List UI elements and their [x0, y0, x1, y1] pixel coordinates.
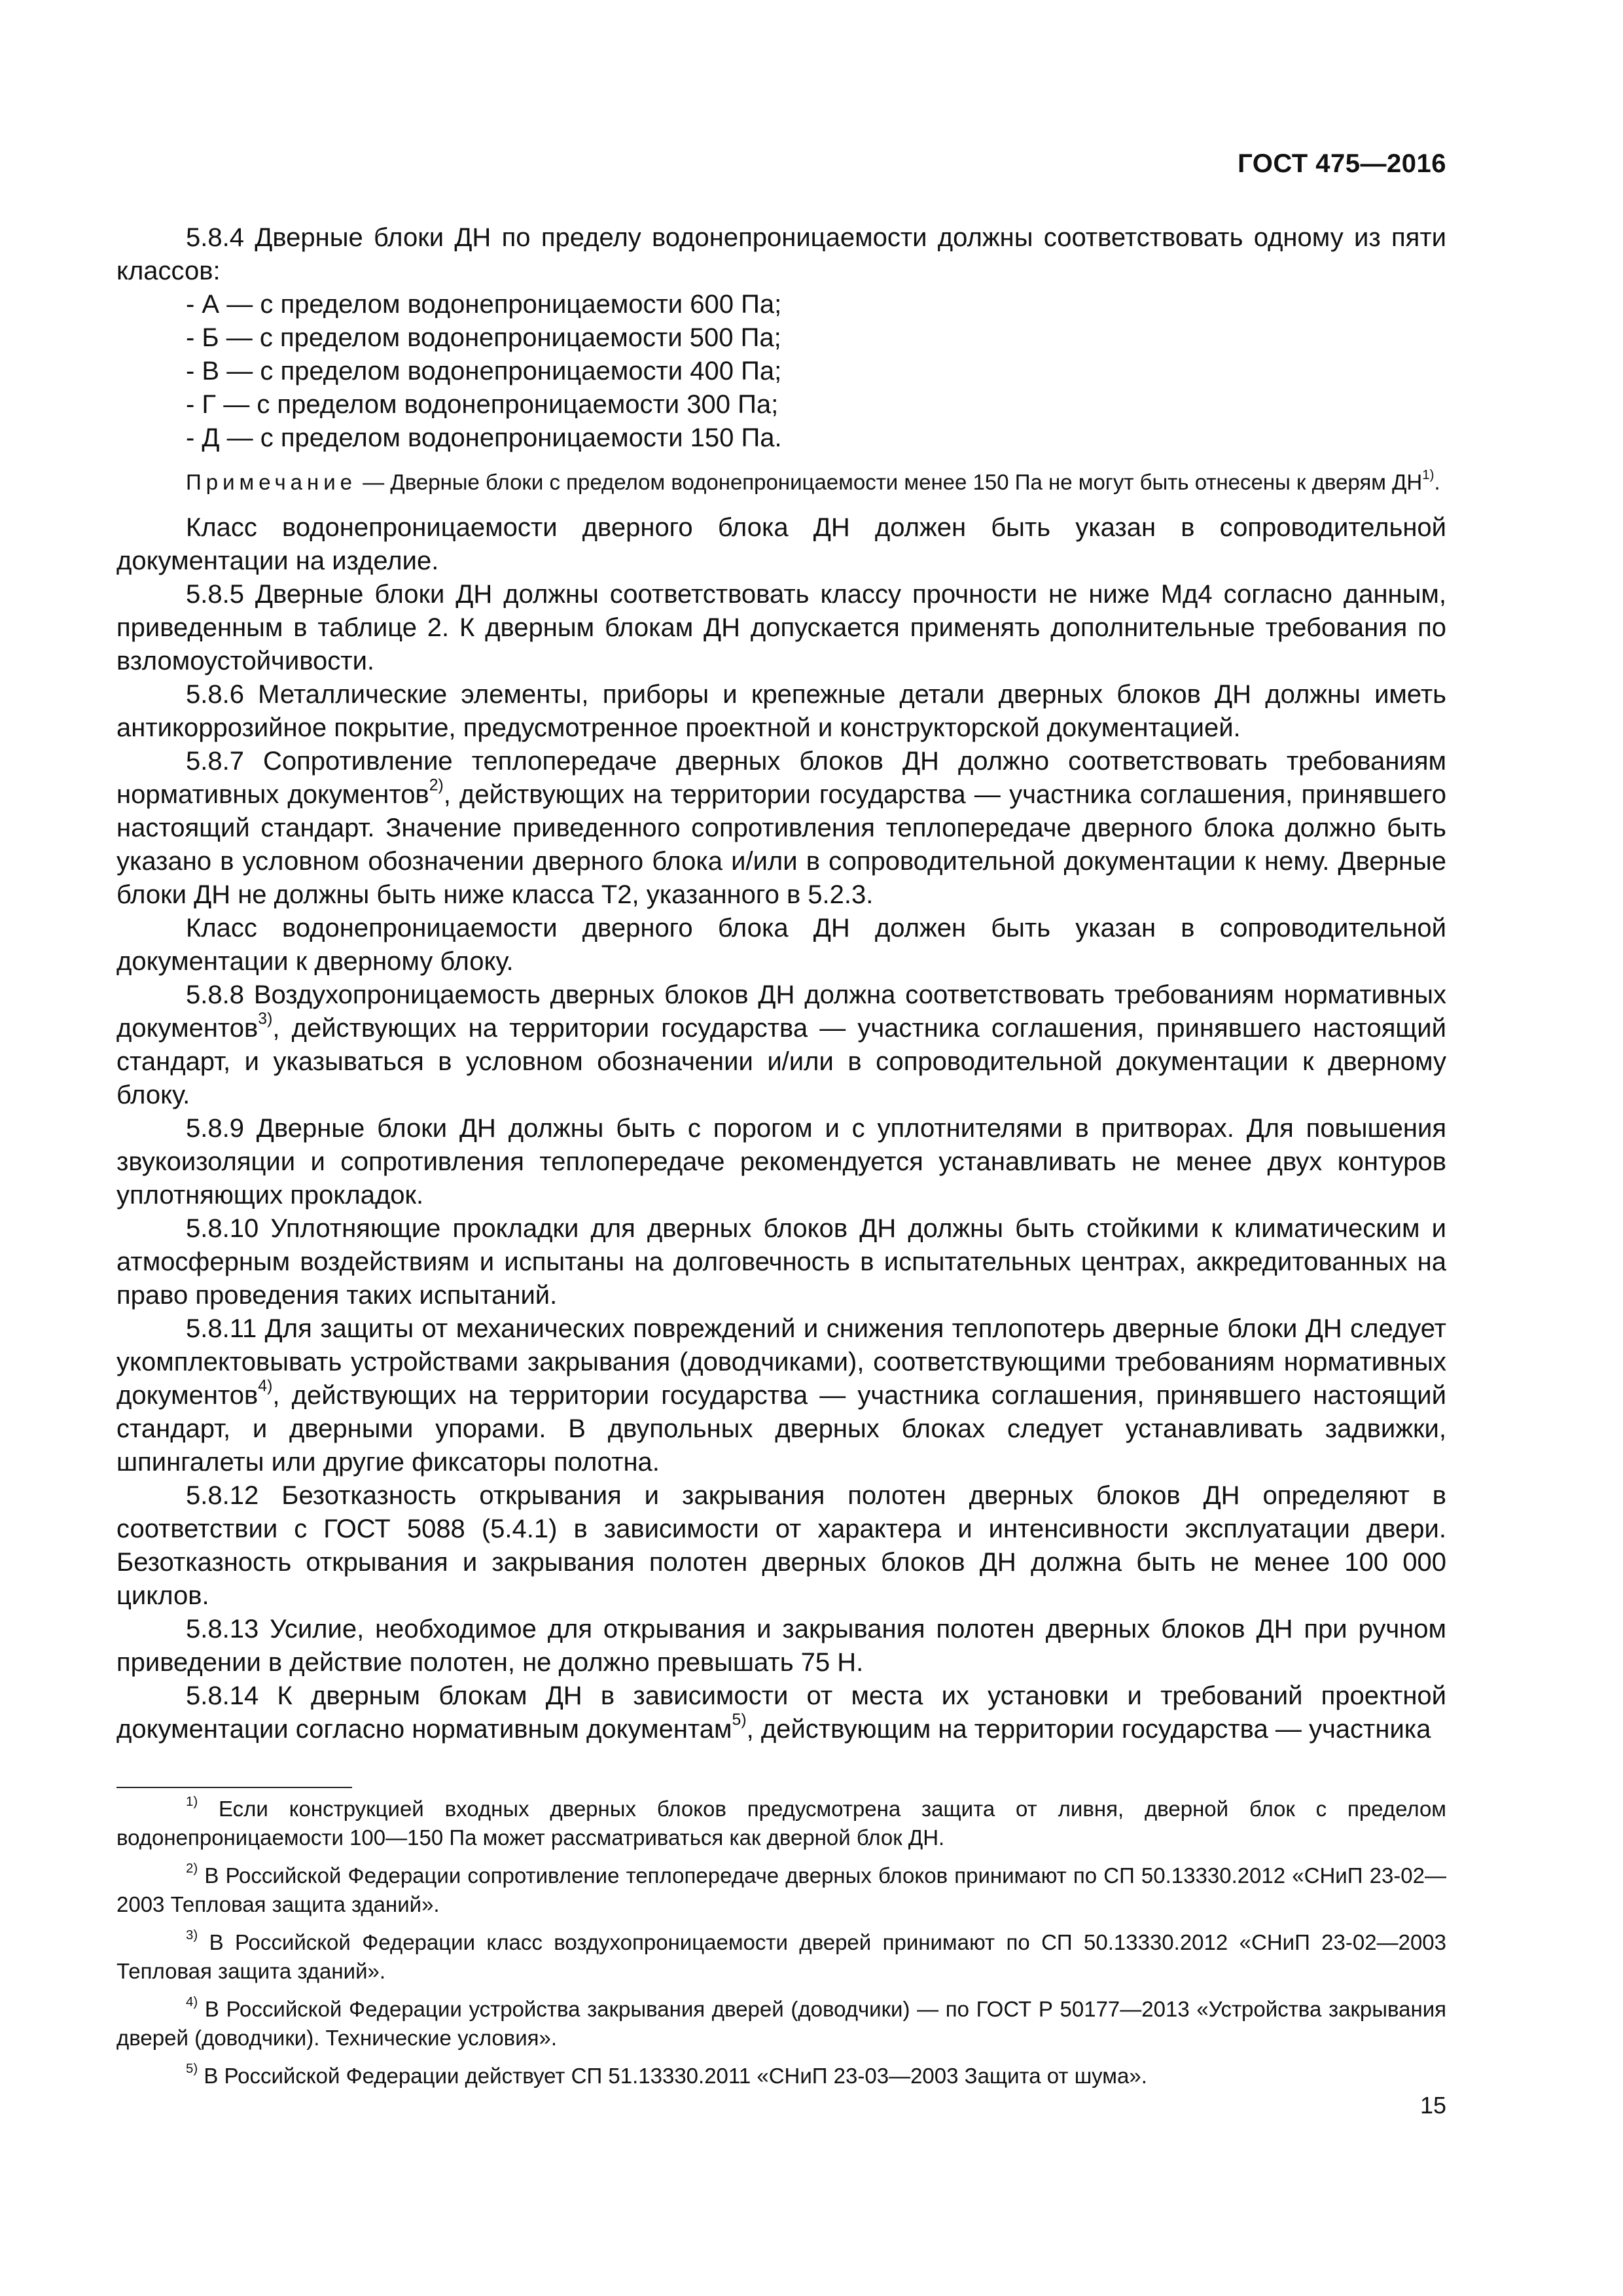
footnote-5: [116, 2062, 1446, 2090]
footnotes: [116, 1795, 1446, 2100]
clause-text: 5.8.7 Сопротивление теплопередаче дверных блоков ДН должно соответствовать требованиям нормативных документов: [116, 747, 1446, 809]
clause-5-8-14: [116, 1679, 1446, 1746]
footnote-text: Если конструкцией входных дверных блоков предусмотрена защита от ливня, дверной блок с пределом водонепроницаемости 100—150 Па может рассматриваться как дверной блок ДН.: [116, 1797, 1446, 1850]
list-item: - В — с пределом водонепроницаемости 400 Па;: [186, 357, 782, 386]
clause-5-8-12: 5.8.12 Безотказность открывания и закрывания полотен дверных блоков ДН определяют в соответствии с ГОСТ 5088 (5.4.1) в зависимости от характера и интенсивности эксплуатации двери. Безотказность открывания и закрывания полотен дверных блоков ДН должна быть не менее 100 000 циклов.: [116, 1481, 1446, 1610]
footnote-1: [116, 1795, 1446, 1852]
footnote-divider: [116, 1787, 352, 1788]
clause-5-8-7-after: Класс водонепроницаемости дверного блока ДН должен быть указан в сопроводительной документации к дверному блоку.: [116, 914, 1446, 976]
clause-text: 5.8.11 Для защиты от механических повреждений и снижения теплопотерь дверные блоки ДН следует укомплектовывать устройствами закрывания (доводчиками), соответствующими требованиям нормативных документов: [116, 1314, 1446, 1410]
document-body: [116, 221, 1446, 1746]
clause-text: , действующим на территории государства — участника: [746, 1715, 1431, 1744]
footnote-2: [116, 1861, 1446, 1919]
clause-5-8-11: [116, 1312, 1446, 1479]
list-item: - Д — с пределом водонепроницаемости 150 Па.: [186, 423, 782, 452]
clause-5-8-10: 5.8.10 Уплотняющие прокладки для дверных блоков ДН должны быть стойкими к климатическим и атмосферным воздействиям и испытаны на долговечность в испытательных центрах, аккредитованных на право проведения таких испытаний.: [116, 1214, 1446, 1310]
footnote-ref-4[interactable]: 4): [258, 1377, 273, 1395]
footnote-text: В Российской Федерации действует СП 51.13330.2011 «СНиП 23-03—2003 Защита от шума».: [198, 2064, 1147, 2088]
footnote-mark: 4): [186, 1994, 198, 2010]
footnote-4: [116, 1995, 1446, 2053]
footnote-3: [116, 1928, 1446, 1986]
list-item: - Б — с пределом водонепроницаемости 500 Па;: [186, 323, 781, 352]
footnote-mark: 2): [186, 1861, 198, 1876]
footnote-ref-5[interactable]: 5): [732, 1711, 747, 1729]
clause-5-8-9: 5.8.9 Дверные блоки ДН должны быть с порогом и с уплотнителями в притворах. Для повышения звукоизоляции и сопротивления теплопередаче рекомендуется устанавливать не менее двух контуров уплотняющих прокладок.: [116, 1114, 1446, 1210]
document-code-header: ГОСТ 475—2016: [1238, 149, 1446, 178]
clause-text: , действующих на территории государства — участника соглашения, принявшего настоящий стандарт, и указываться в условном обозначении и/или в сопроводительной документации к дверному блоку.: [116, 1014, 1446, 1109]
clause-text: 5.8.14 К дверным блокам ДН в зависимости от места их установки и требований проектной документации согласно нормативным документам: [116, 1681, 1446, 1744]
footnote-ref-1[interactable]: 1): [1422, 467, 1435, 483]
clause-text: , действующих на территории государства — участника соглашения, принявшего настоящий стандарт, и дверными упорами. В двупольных дверных блоках следует устанавливать задвижки, шпингалеты или другие фиксаторы полотна.: [116, 1381, 1446, 1477]
clause-5-8-7: [116, 745, 1446, 912]
footnote-mark: 1): [186, 1794, 198, 1810]
clause-5-8-4-intro: 5.8.4 Дверные блоки ДН по пределу водонепроницаемости должны соответствовать одному из пяти классов:: [116, 223, 1446, 285]
note-label: Примечание: [186, 470, 357, 494]
clause-note: [116, 468, 1446, 497]
clause-text: , действующих на территории государства — участника соглашения, принявшего настоящий стандарт. Значение приведенного сопротивления теплопередаче дверного блока должно быть указано в условном обозначении дверного блока и/или в сопроводительной документации к нему. Дверные блоки ДН не должны быть ниже класса Т2, указанного в 5.2.3.: [116, 780, 1446, 909]
list-item: - Г — с пределом водонепроницаемости 300 Па;: [186, 390, 779, 419]
clause-5-8-8: [116, 978, 1446, 1112]
list-item: - А — с пределом водонепроницаемости 600 Па;: [186, 290, 782, 319]
clause-5-8-4-after-note: Класс водонепроницаемости дверного блока ДН должен быть указан в сопроводительной документации на изделие.: [116, 513, 1446, 575]
clause-5-8-6: 5.8.6 Металлические элементы, приборы и крепежные детали дверных блоков ДН должны иметь антикоррозийное покрытие, предусмотренное проектной и конструкторской документацией.: [116, 680, 1446, 742]
waterproof-classes-list: [116, 288, 1446, 455]
page-number: 15: [1419, 2092, 1446, 2119]
clause-5-8-5: 5.8.5 Дверные блоки ДН должны соответствовать классу прочности не ниже Мд4 согласно данным, приведенным в таблице 2. К дверным блокам ДН допускается применять дополнительные требования по взломоустойчивости.: [116, 580, 1446, 675]
clause-text: 5.8.8 Воздухопроницаемость дверных блоков ДН должна соответствовать требованиям нормативных документов: [116, 980, 1446, 1043]
footnote-mark: 3): [186, 1928, 198, 1943]
footnote-text: В Российской Федерации сопротивление теплопередаче дверных блоков принимают по СП 50.13330.2012 «СНиП 23-02—2003 Тепловая защита зданий».: [116, 1863, 1446, 1916]
note-end: .: [1434, 470, 1440, 494]
footnote-text: В Российской Федерации класс воздухопроницаемости дверей принимают по СП 50.13330.2012 «СНиП 23-02—2003 Тепловая защита зданий».: [116, 1930, 1446, 1983]
footnote-mark: 5): [186, 2061, 198, 2077]
footnote-text: В Российской Федерации устройства закрывания дверей (доводчики) — по ГОСТ Р 50177—2013 «Устройства закрывания дверей (доводчики). Технические условия».: [116, 1997, 1446, 2050]
note-text: — Дверные блоки с пределом водонепроницаемости менее 150 Па не могут быть отнесены к дверям ДН: [357, 470, 1423, 494]
clause-5-8-13: 5.8.13 Усилие, необходимое для открывания и закрывания полотен дверных блоков ДН при ручном приведении в действие полотен, не должно превышать 75 Н.: [116, 1615, 1446, 1677]
footnote-ref-2[interactable]: 2): [429, 776, 444, 795]
footnote-ref-3[interactable]: 3): [258, 1010, 273, 1028]
